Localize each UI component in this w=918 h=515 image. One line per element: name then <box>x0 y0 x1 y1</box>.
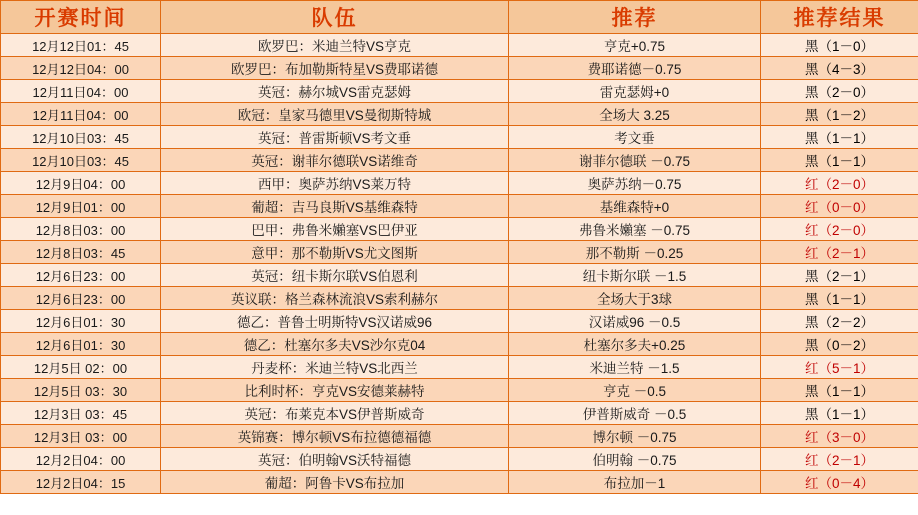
cell-result: 黑（2－0） <box>761 80 918 103</box>
cell-pick: 谢菲尔德联 －0.75 <box>509 149 761 172</box>
cell-time: 12月3日 03：45 <box>1 402 161 425</box>
cell-result: 黑（1－1） <box>761 379 918 402</box>
table-row <box>1 80 918 103</box>
table-row <box>1 149 918 172</box>
cell-pick: 博尔顿 －0.75 <box>509 425 761 448</box>
cell-pick: 汉诺威96 －0.5 <box>509 310 761 333</box>
cell-team: 英冠：纽卡斯尔联VS伯恩利 <box>161 264 509 287</box>
header-cell-team: 队伍 <box>161 1 509 34</box>
cell-team: 比利时杯：亨克VS安德莱赫特 <box>161 379 509 402</box>
cell-time: 12月8日03：45 <box>1 241 161 264</box>
table-body <box>1 34 918 494</box>
cell-result: 红（0－0） <box>761 195 918 218</box>
cell-result: 红（2－0） <box>761 172 918 195</box>
table-header <box>1 1 918 34</box>
table-row <box>1 310 918 333</box>
table-row <box>1 57 918 80</box>
cell-time: 12月9日01：00 <box>1 195 161 218</box>
cell-time: 12月5日 03：30 <box>1 379 161 402</box>
table-row <box>1 218 918 241</box>
cell-time: 12月11日04：00 <box>1 80 161 103</box>
cell-result: 黑（1－2） <box>761 103 918 126</box>
cell-team: 欧冠：皇家马德里VS曼彻斯特城 <box>161 103 509 126</box>
cell-result: 红（2－1） <box>761 448 918 471</box>
cell-time: 12月10日03：45 <box>1 126 161 149</box>
cell-time: 12月2日04：00 <box>1 448 161 471</box>
cell-pick: 那不勒斯 －0.25 <box>509 241 761 264</box>
cell-time: 12月6日01：30 <box>1 333 161 356</box>
cell-team: 西甲：奥萨苏纳VS莱万特 <box>161 172 509 195</box>
table-row <box>1 402 918 425</box>
table-row <box>1 264 918 287</box>
cell-team: 英锦赛：博尔顿VS布拉德德福德 <box>161 425 509 448</box>
cell-pick: 米迪兰特 －1.5 <box>509 356 761 379</box>
cell-time: 12月9日04：00 <box>1 172 161 195</box>
cell-result: 黑（1－1） <box>761 287 918 310</box>
cell-result: 红（2－1） <box>761 241 918 264</box>
cell-team: 德乙：普鲁士明斯特VS汉诺威96 <box>161 310 509 333</box>
table-row <box>1 172 918 195</box>
table-row <box>1 448 918 471</box>
cell-team: 葡超：阿鲁卡VS布拉加 <box>161 471 509 494</box>
cell-result: 黑（1－0） <box>761 34 918 57</box>
cell-result: 红（5－1） <box>761 356 918 379</box>
table-row <box>1 425 918 448</box>
cell-pick: 奥萨苏纳－0.75 <box>509 172 761 195</box>
cell-pick: 亨克+0.75 <box>509 34 761 57</box>
cell-time: 12月12日01：45 <box>1 34 161 57</box>
cell-team: 欧罗巴：米迪兰特VS亨克 <box>161 34 509 57</box>
cell-pick: 杜塞尔多夫+0.25 <box>509 333 761 356</box>
cell-time: 12月6日01：30 <box>1 310 161 333</box>
cell-result: 红（0－4） <box>761 471 918 494</box>
cell-time: 12月2日04：15 <box>1 471 161 494</box>
cell-pick: 伯明翰 －0.75 <box>509 448 761 471</box>
cell-pick: 布拉加－1 <box>509 471 761 494</box>
cell-team: 英冠：赫尔城VS雷克瑟姆 <box>161 80 509 103</box>
cell-result: 黑（1－1） <box>761 126 918 149</box>
cell-pick: 全场大于3球 <box>509 287 761 310</box>
cell-result: 黑（4－3） <box>761 57 918 80</box>
cell-team: 英冠：伯明翰VS沃特福德 <box>161 448 509 471</box>
table-row <box>1 195 918 218</box>
cell-time: 12月3日 03：00 <box>1 425 161 448</box>
cell-time: 12月5日 02：00 <box>1 356 161 379</box>
cell-pick: 亨克 －0.5 <box>509 379 761 402</box>
cell-time: 12月6日23：00 <box>1 264 161 287</box>
cell-result: 红（2－0） <box>761 218 918 241</box>
cell-pick: 雷克瑟姆+0 <box>509 80 761 103</box>
table-row <box>1 103 918 126</box>
table-row <box>1 241 918 264</box>
table-row <box>1 356 918 379</box>
table-row <box>1 34 918 57</box>
header-cell-result: 推荐结果 <box>761 1 918 34</box>
cell-time: 12月8日03：00 <box>1 218 161 241</box>
cell-team: 巴甲：弗鲁米嬾塞VS巴伊亚 <box>161 218 509 241</box>
cell-result: 黑（1－1） <box>761 402 918 425</box>
table-row <box>1 471 918 494</box>
cell-time: 12月6日23：00 <box>1 287 161 310</box>
cell-team: 葡超：吉马良斯VS基维森特 <box>161 195 509 218</box>
cell-team: 欧罗巴：布加勒斯特星VS费耶诺德 <box>161 57 509 80</box>
header-cell-time: 开赛时间 <box>1 1 161 34</box>
cell-pick: 费耶诺德－0.75 <box>509 57 761 80</box>
header-cell-pick: 推荐 <box>509 1 761 34</box>
header-row <box>1 1 918 34</box>
cell-pick: 纽卡斯尔联 －1.5 <box>509 264 761 287</box>
cell-team: 丹麦杯：米迪兰特VS北西兰 <box>161 356 509 379</box>
cell-pick: 考文垂 <box>509 126 761 149</box>
table-row <box>1 287 918 310</box>
table-row <box>1 126 918 149</box>
cell-result: 黑（0－2） <box>761 333 918 356</box>
cell-pick: 基维森特+0 <box>509 195 761 218</box>
cell-team: 英冠：普雷斯顿VS考文垂 <box>161 126 509 149</box>
table-row <box>1 379 918 402</box>
cell-team: 意甲：那不勒斯VS尤文图斯 <box>161 241 509 264</box>
cell-time: 12月11日04：00 <box>1 103 161 126</box>
cell-team: 英冠：谢菲尔德联VS诺维奇 <box>161 149 509 172</box>
cell-team: 英冠：布莱克本VS伊普斯威奇 <box>161 402 509 425</box>
cell-time: 12月12日04：00 <box>1 57 161 80</box>
cell-team: 英议联：格兰森林流浪VS索利赫尔 <box>161 287 509 310</box>
cell-pick: 弗鲁米嬾塞 －0.75 <box>509 218 761 241</box>
cell-result: 红（3－0） <box>761 425 918 448</box>
cell-result: 黑（2－1） <box>761 264 918 287</box>
cell-result: 黑（1－1） <box>761 149 918 172</box>
cell-pick: 伊普斯威奇 －0.5 <box>509 402 761 425</box>
cell-pick: 全场大 3.25 <box>509 103 761 126</box>
table-row <box>1 333 918 356</box>
cell-time: 12月10日03：45 <box>1 149 161 172</box>
cell-result: 黑（2－2） <box>761 310 918 333</box>
cell-team: 德乙：杜塞尔多夫VS沙尔克04 <box>161 333 509 356</box>
